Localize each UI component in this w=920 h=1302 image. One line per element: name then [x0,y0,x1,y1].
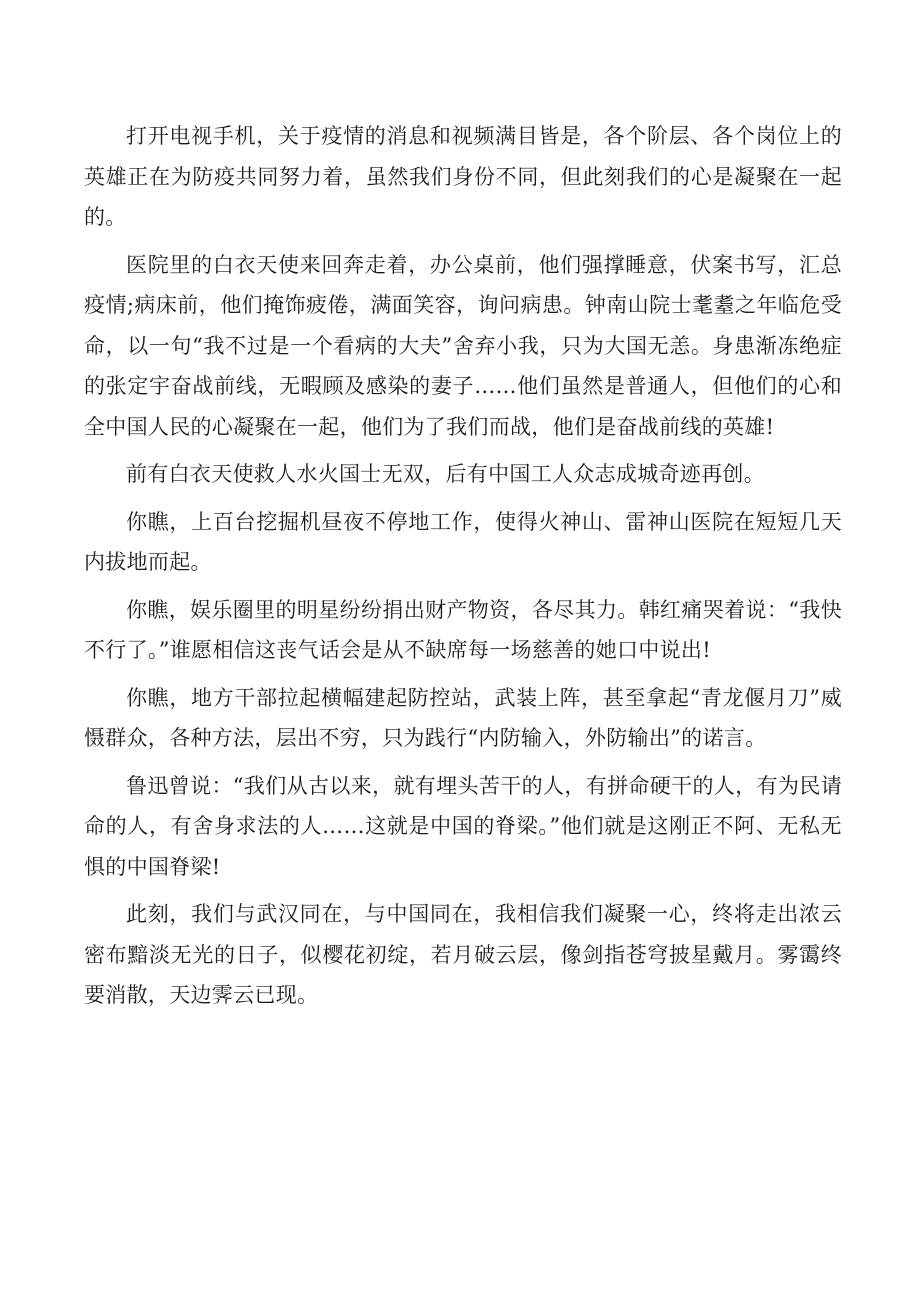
paragraph-excavators: 你瞧，上百台挖掘机昼夜不停地工作，使得火神山、雷神山医院在短短几天内拔地而起。 [84,509,842,574]
paragraph-lu-xun-quote: 鲁迅曾说：“我们从古以来，就有埋头苦干的人，有拼命硬干的人，有为民请命的人，有舍身求法的人……这就是中国的脊梁。”他们就是这刚正不阿、无私无惧的中国脊梁! [84,773,842,879]
paragraph-conclusion: 此刻，我们与武汉同在，与中国同在，我相信我们凝聚一心，终将走出浓云密布黯淡无光的日子，似樱花初绽，若月破云层，像剑指苍穹披星戴月。雾霭终要消散，天边霁云已现。 [84,902,842,1007]
paragraph-tv-news: 打开电视手机，关于疫情的消息和视频满目皆是，各个阶层、各个岗位上的英雄正在为防疫共同努力着，虽然我们身份不同，但此刻我们的心是凝聚在一起的。 [84,124,842,229]
document-body [84,116,842,1023]
paragraph-angels-and-workers: 前有白衣天使救人水火国士无双，后有中国工人众志成城奇迹再创。 [126,462,765,486]
paragraph-medical-workers: 医院里的白衣天使来回奔走着，办公桌前，他们强撑睡意，伏案书写，汇总疫情;病床前，他们掩饰疲倦，满面笑容，询问病患。钟南山院士耄耋之年临危受命，以一句“我不过是一个看病的大夫”舍弃小我，只为大国无恙。身患渐冻绝症的张定宇奋战前线，无暇顾及感染的妻子……他们虽然是普通人，但他们的心和全中国人民的心凝聚在一起，他们为了我们而战，他们是奋战前线的英雄! [84,252,842,439]
paragraph-local-cadres: 你瞧，地方干部拉起横幅建起防控站，武装上阵，甚至拿起“青龙偃月刀”威慑群众，各种方法，层出不穷，只为践行“内防输入，外防输出”的诺言。 [84,685,842,750]
paragraph-celebrities: 你瞧，娱乐圈里的明星纷纷捐出财产物资，各尽其力。韩红痛哭着说：“我快不行了。”谁愿相信这丧气话会是从不缺席每一场慈善的她口中说出! [84,597,842,662]
